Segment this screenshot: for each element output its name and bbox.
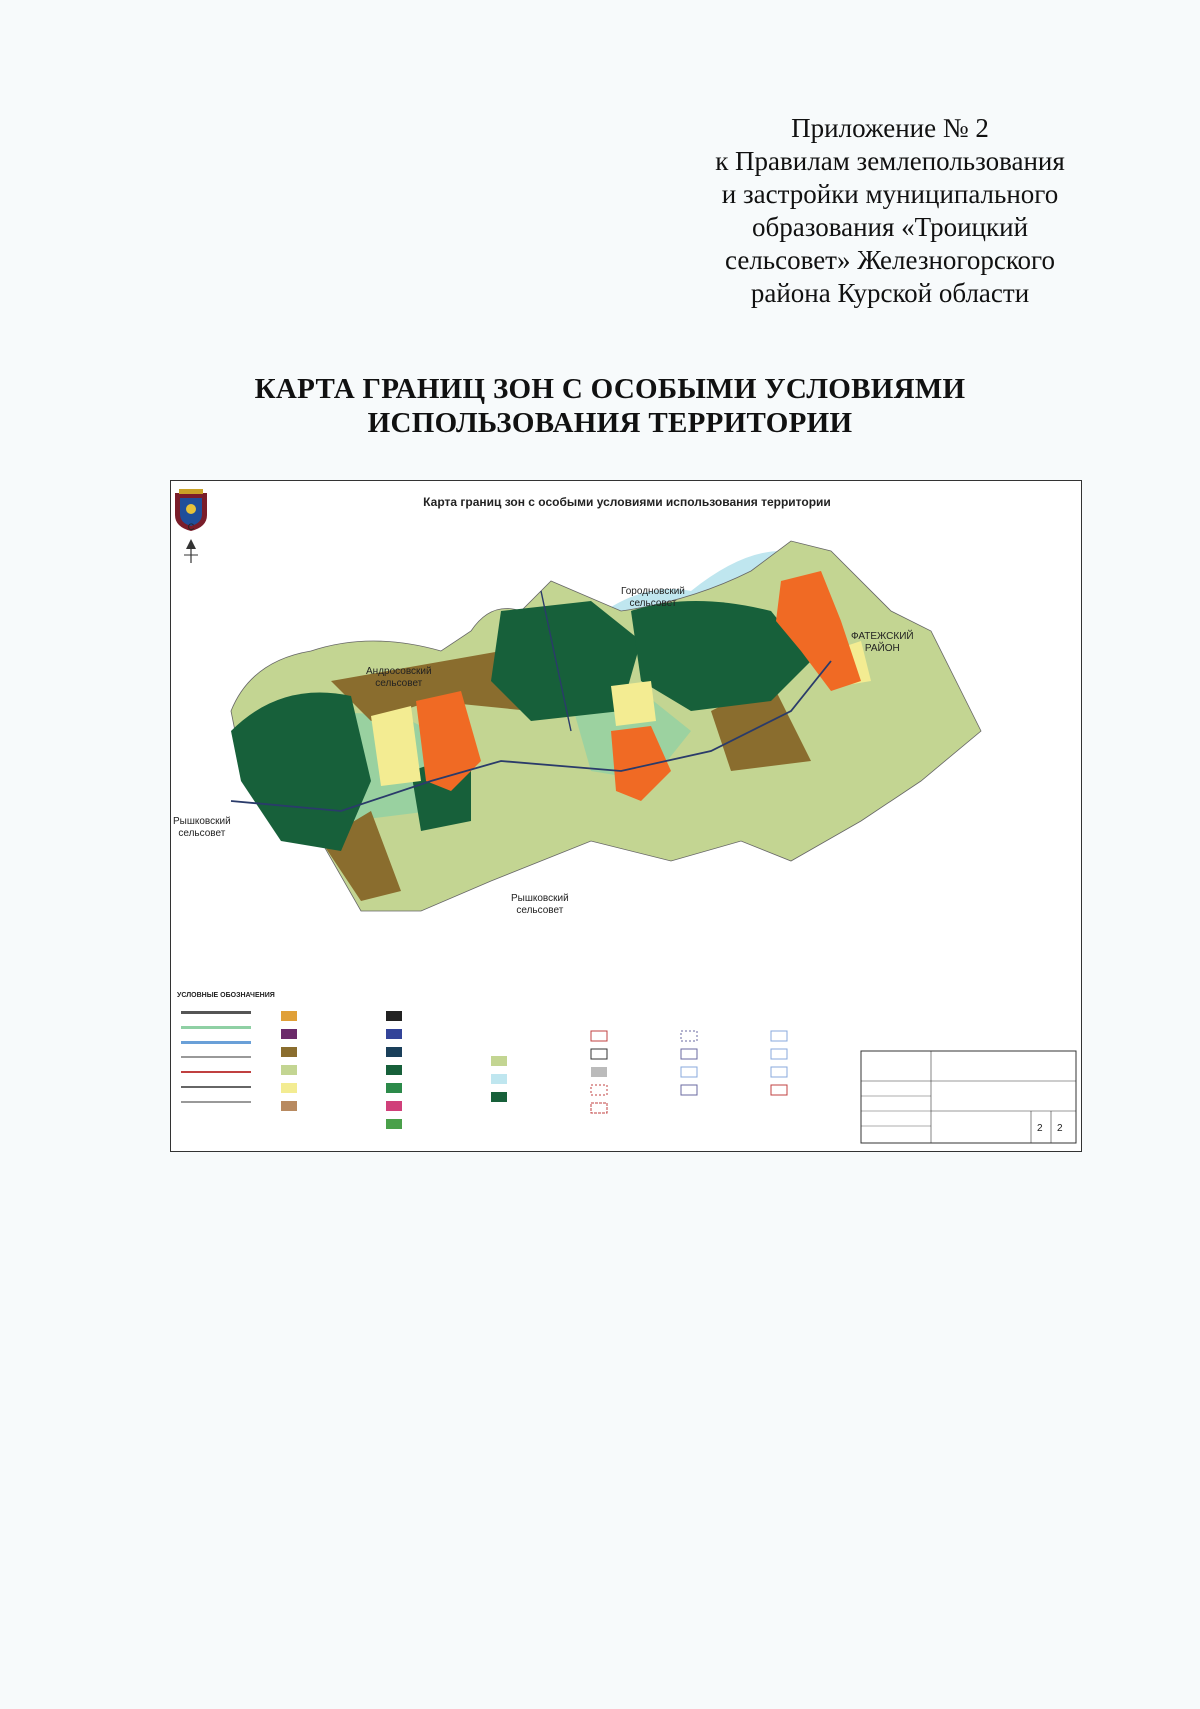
title-block (861, 1051, 1076, 1143)
map-graphic (171, 481, 1083, 1153)
map-heading: Карта границ зон с особыми условиями использования территории (423, 495, 831, 509)
appendix-line: района Курской области (750, 278, 1030, 308)
forest-zone (231, 693, 371, 851)
region-label-gorodnovsky: Городновский сельсовет (621, 586, 685, 609)
sheet-number: 2 (1037, 1123, 1043, 1134)
appendix-line: образования «Троицкий (751, 212, 1029, 242)
north-label: С (187, 522, 195, 532)
appendix-line: к Правилам землепользования (715, 146, 1065, 176)
document-title (150, 372, 1070, 440)
yellow-zone (611, 681, 656, 726)
region-label-androsovsky: Андросовский сельсовет (366, 666, 432, 689)
document-title-line: ИСПОЛЬЗОВАНИЯ ТЕРРИТОРИИ (367, 407, 853, 439)
legend-title: УСЛОВНЫЕ ОБОЗНАЧЕНИЯ (177, 992, 275, 999)
appendix-line: сельсовет» Железногорского (725, 245, 1055, 275)
appendix-line: Приложение № 2 (791, 113, 989, 143)
region-label-fatezhsky: ФАТЕЖСКИЙ РАЙОН (851, 631, 914, 654)
north-arrow-icon (184, 539, 198, 563)
appendix-line: и застройки муниципального (721, 179, 1059, 209)
map-legend (181, 1011, 787, 1129)
zone-map (170, 480, 1082, 1152)
region-label-ryshkovsky-west: Рышковский сельсовет (173, 816, 231, 839)
sheet-count: 2 (1057, 1123, 1063, 1134)
region-label-ryshkovsky-south: Рышковский сельсовет (511, 893, 569, 916)
document-title-line: КАРТА ГРАНИЦ ЗОН С ОСОБЫМИ УСЛОВИЯМИ (254, 373, 966, 405)
appendix-note (690, 112, 1090, 310)
